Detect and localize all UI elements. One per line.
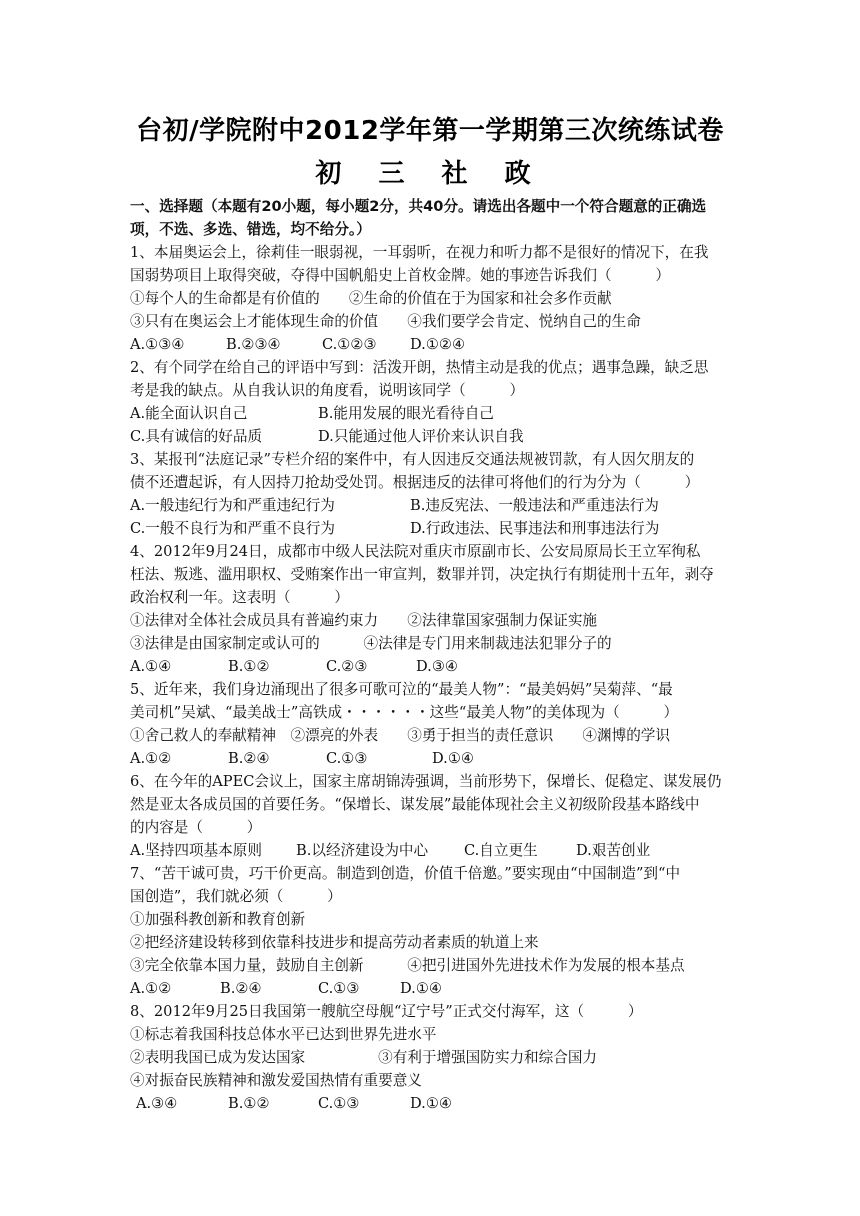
exam-title: 台初/学院附中2012学年第一学期第三次统练试卷	[136, 116, 724, 146]
question-5-stem: 美司机”吴斌、“最美战士”高铁成・・・・・・这些“最美人物”的美体现为（ ）	[130, 704, 679, 721]
question-4-stem: 政治权利一年。这表明（ ）	[130, 589, 349, 606]
option-b: B.②③④	[226, 336, 281, 353]
option-c: C.一般不良行为和严重不良行为	[130, 520, 336, 537]
option-b: B.②④	[220, 980, 262, 997]
question-8-statement: ①标志着我国科技总体水平已达到世界先进水平	[130, 1026, 437, 1043]
question-8-statement: ②表明我国已成为发达国家 ③有利于增强国防实力和综合国力	[130, 1049, 598, 1066]
option-c: C.②③	[326, 658, 368, 675]
question-7-stem: 国创造”，我们就必须（ ）	[130, 888, 342, 905]
question-5-statement: ①舍己救人的奉献精神 ②漂亮的外表 ③勇于担当的责任意识 ④渊博的学识	[130, 727, 670, 744]
option-d: D.①④	[400, 980, 442, 997]
option-d: D.①④	[410, 1095, 452, 1112]
question-7-statement: ②把经济建设转移到依靠科技进步和提高劳动者素质的轨道上来	[130, 934, 539, 951]
question-2-stem: 2、有个同学在给自己的评语中写到：活泼开朗，热情主动是我的优点；遇事急躁，缺乏思	[130, 359, 709, 376]
question-6-stem: 的内容是（ ）	[130, 819, 262, 836]
option-a: A.①②	[130, 980, 172, 997]
option-a: A.能全面认识自己	[130, 405, 248, 422]
question-1-stem: 1、本届奥运会上，徐莉佳一眼弱视，一耳弱听，在视力和听力都不是很好的情况下，在我	[130, 244, 709, 261]
question-7-stem: 7、“苦干诚可贵，巧干价更高。制造到创造，价值千倍邀。”要实现由“中国制造”到“中	[130, 865, 681, 882]
question-7-statement: ①加强科教创新和教育创新	[130, 911, 306, 928]
option-c: C.①③	[318, 980, 360, 997]
question-4-stem: 枉法、叛逃、滥用职权、受贿案作出一审宣判，数罪并罚，决定执行有期徒刑十五年，剥夺	[130, 566, 714, 583]
option-b: B.违反宪法、一般违法和严重违法行为	[410, 497, 659, 514]
exam-subtitle: 初 三 社 政	[315, 159, 545, 189]
option-a: A.坚持四项基本原则	[130, 842, 262, 859]
option-b: B.①②	[228, 658, 270, 675]
option-d: D.艰苦创业	[576, 842, 651, 859]
option-a: A.①④	[130, 658, 172, 675]
question-6-stem: 然是亚太各成员国的首要任务。“保增长、谋发展”最能体现社会主义初级阶段基本路线中	[130, 796, 700, 813]
option-d: D.只能通过他人评价来认识自我	[318, 428, 524, 445]
option-b: B.①②	[228, 1095, 270, 1112]
section-heading: 一、选择题（本题有20小题，每小题2分，共40分。请选出各题中一个符合题意的正确选	[130, 198, 707, 215]
option-a: A.③④	[136, 1095, 178, 1112]
option-c: C.自立更生	[464, 842, 538, 859]
option-a: A.一般违纪行为和严重违纪行为	[130, 497, 335, 514]
question-7-statement: ③完全依靠本国力量，鼓励自主创新 ④把引进国外先进技术作为发展的根本基点	[130, 957, 685, 974]
option-c: C.①②③	[322, 336, 377, 353]
option-d: D.①②④	[410, 336, 466, 353]
option-d: D.行政违法、民事违法和刑事违法行为	[410, 520, 660, 537]
option-c: C.①③	[326, 750, 368, 767]
option-b: B.以经济建设为中心	[296, 842, 429, 859]
question-4-statement: ①法律对全体社会成员具有普遍约束力 ②法律靠国家强制力保证实施	[130, 612, 598, 629]
option-c: C.①③	[318, 1095, 360, 1112]
question-1-stem: 国弱势项目上取得突破，夺得中国帆船史上首枚金牌。她的事迹告诉我们（ ）	[130, 267, 670, 284]
question-8-stem: 8、2012年9月25日我国第一艘航空母舰“辽宁号”正式交付海军，这（ ）	[130, 1003, 643, 1020]
section-heading-cont: 项，不选、多选、错选，均不给分。）	[130, 221, 371, 238]
question-3-stem: 债不还遭起诉，有人因持刀抢劫受处罚。根据违反的法律可将他们的行为分为（ ）	[130, 474, 700, 491]
question-3-stem: 3、某报刊“法庭记录”专栏介绍的案件中，有人因违反交通法规被罚款，有人因欠朋友的	[130, 451, 695, 468]
question-5-stem: 5、近年来，我们身边涌现出了很多可歌可泣的“最美人物”：“最美妈妈”吴菊萍、“最	[130, 681, 673, 698]
option-d: D.①④	[432, 750, 474, 767]
question-1-statement: ①每个人的生命都是有价值的 ②生命的价值在于为国家和社会多作贡献	[130, 290, 612, 307]
option-a: A.①②	[130, 750, 172, 767]
option-c: C.具有诚信的好品质	[130, 428, 263, 445]
question-1-statement: ③只有在奥运会上才能体现生命的价值 ④我们要学会肯定、悦纳自己的生命	[130, 313, 641, 330]
question-4-statement: ③法律是由国家制定或认可的 ④法律是专门用来制裁违法犯罪分子的	[130, 635, 612, 652]
option-b: B.能用发展的眼光看待自己	[318, 405, 494, 422]
option-b: B.②④	[228, 750, 270, 767]
option-a: A.①③④	[130, 336, 185, 353]
question-8-statement: ④对振奋民族精神和激发爱国热情有重要意义	[130, 1072, 422, 1089]
question-6-stem: 6、在今年的APEC会议上，国家主席胡锦涛强调，当前形势下，保增长、促稳定、谋发展仍	[130, 773, 722, 790]
question-2-stem: 考是我的缺点。从自我认识的角度看，说明该同学（ ）	[130, 382, 525, 399]
option-d: D.③④	[416, 658, 458, 675]
question-4-stem: 4、2012年9月24日，成都市中级人民法院对重庆市原副市长、公安局原局长王立军徇私	[130, 543, 701, 560]
